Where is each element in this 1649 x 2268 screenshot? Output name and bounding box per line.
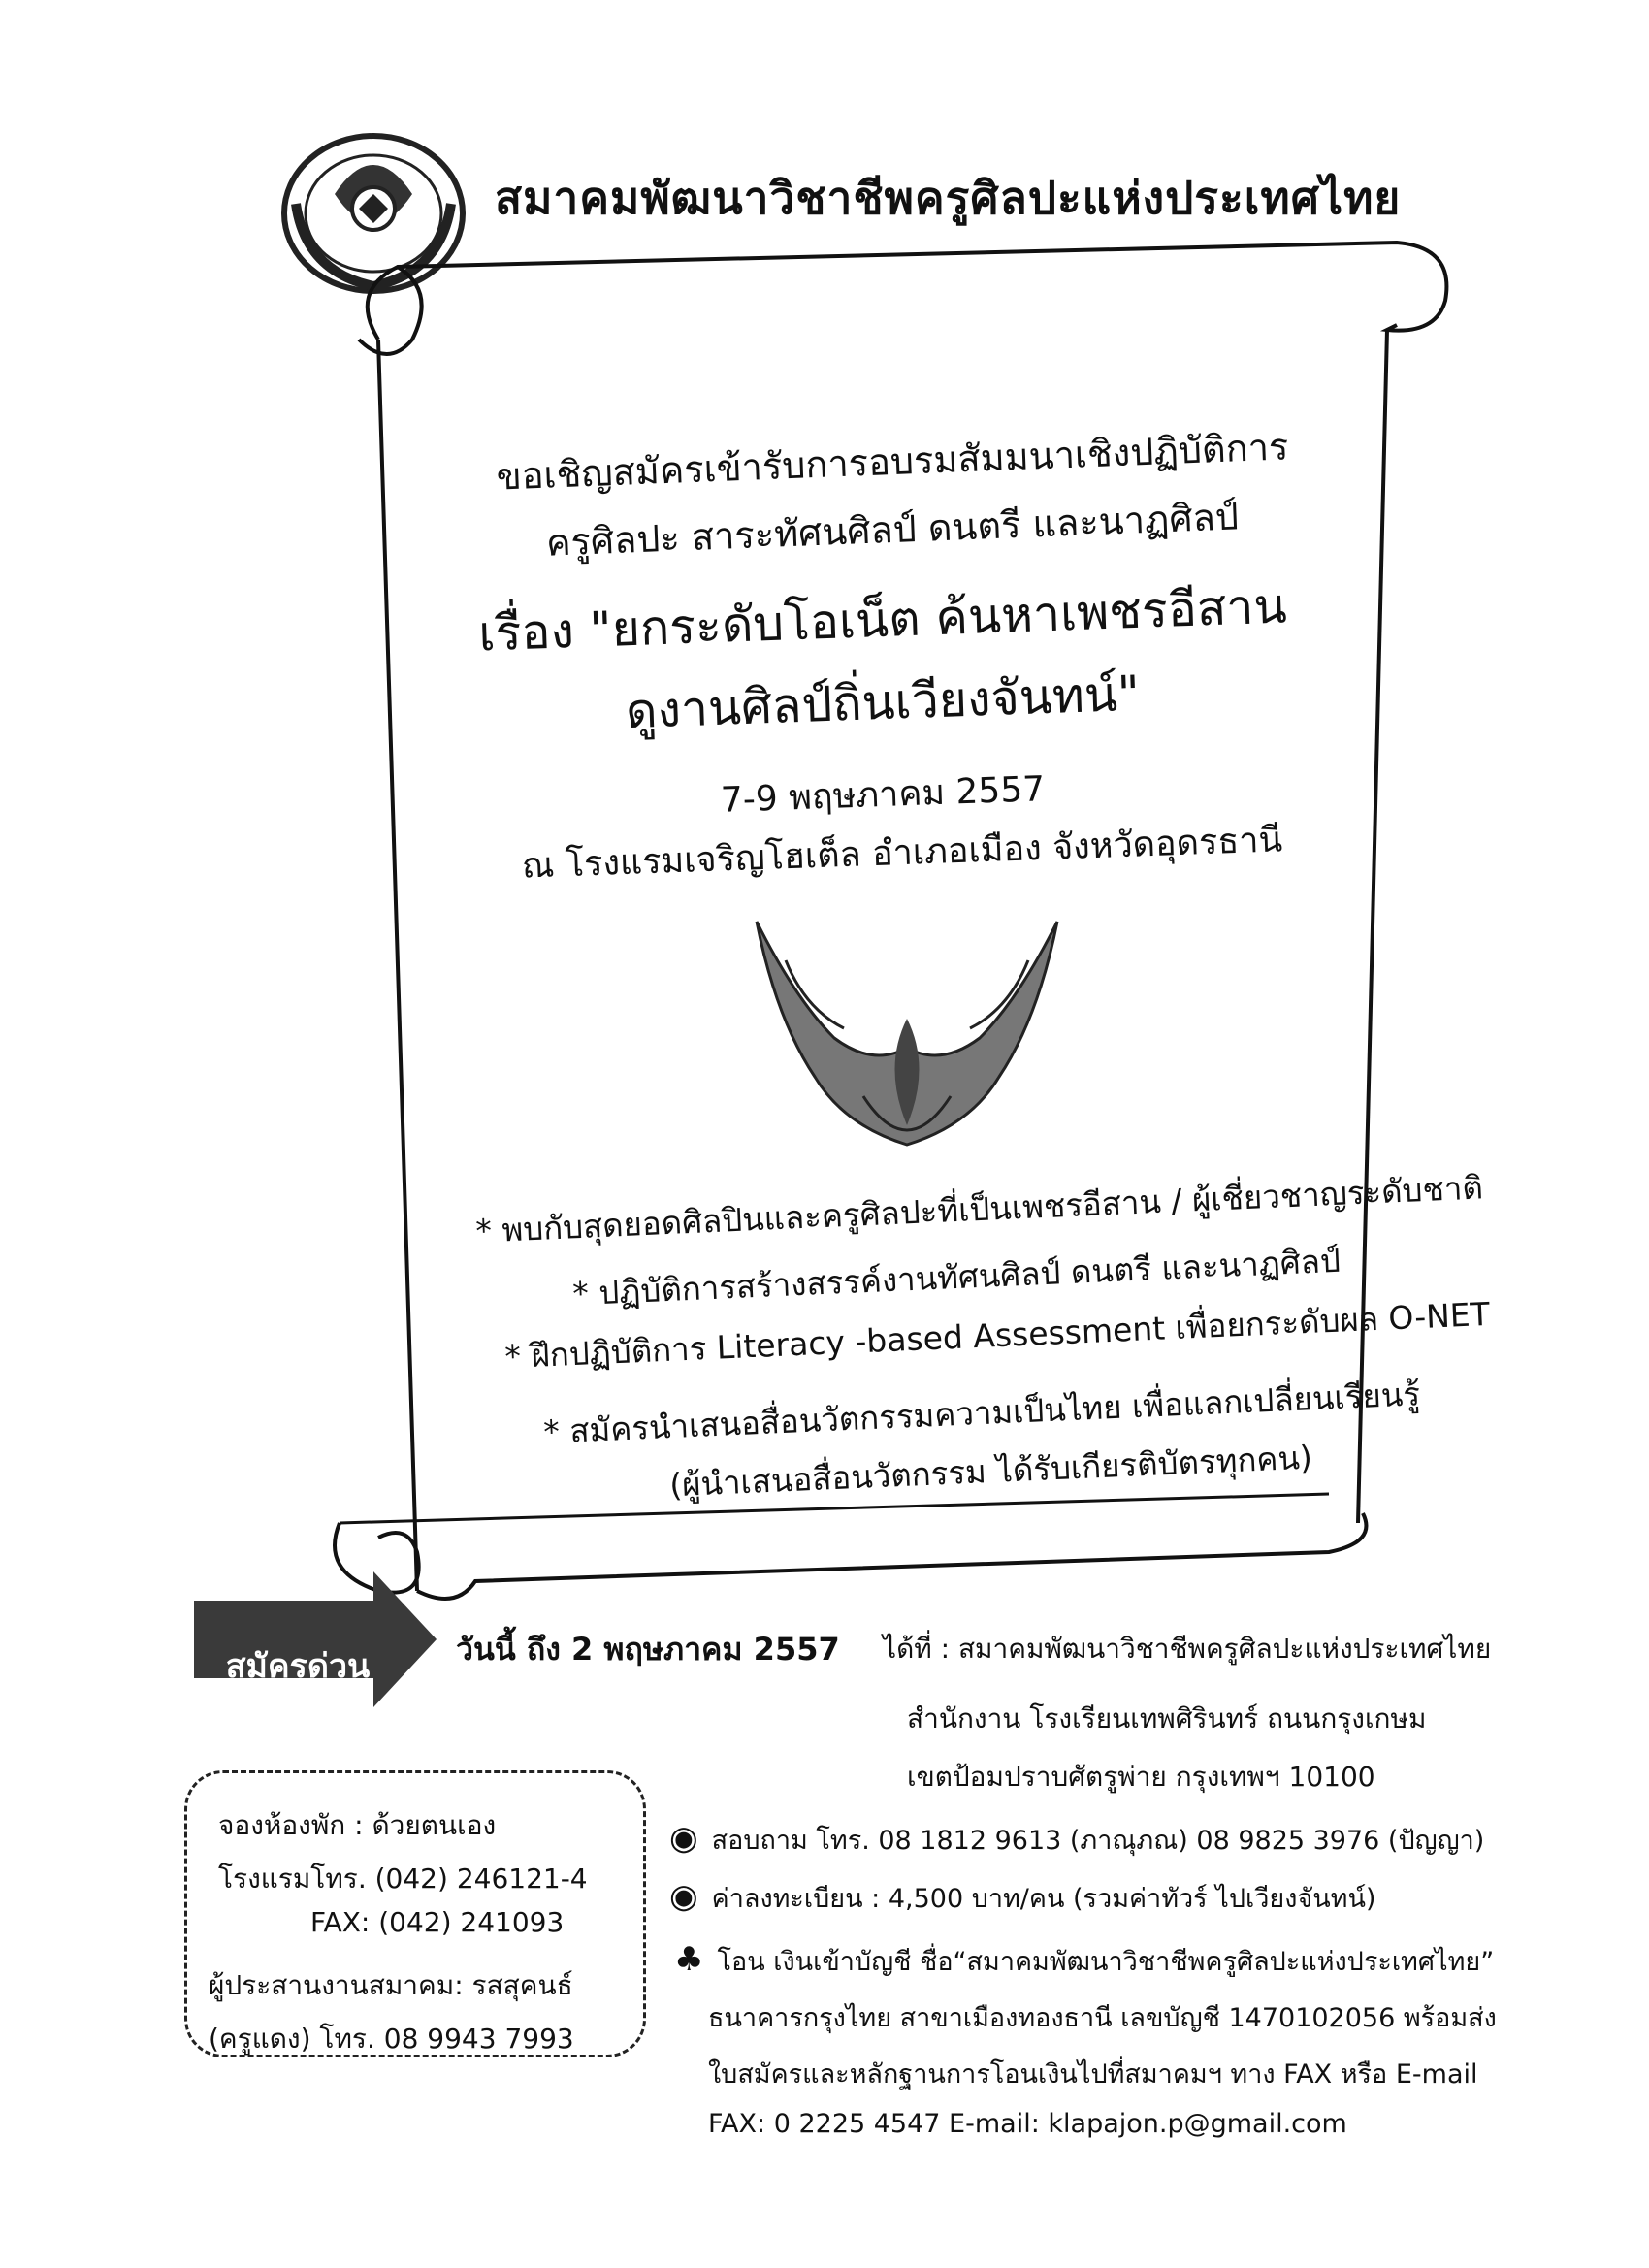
organization-title: สมาคมพัฒนาวิชาชีพครูศิลปะแห่งประเทศไทย [495,172,1402,224]
fee-text: ค่าลงทะเบียน : 4,500 บาท/คน (รวมค่าทัวร์ ไปเวียงจันทน์) [711,1884,1376,1914]
room-booking-line-1: จองห้องพัก : ด้วยตนเอง [218,1809,497,1841]
contact-text: สอบถาม โทร. 08 1812 9613 (ภาณุภณ) 08 9825 3976 (ปัญญา) [711,1826,1485,1856]
target-bullet-icon: ◉ [669,1877,698,1916]
thai-flame-ornament [747,902,1067,1193]
highlight-item-3: * ฝึกปฏิบัติการ Literacy -based Assessment เพื่อยกระดับผล O-NET [503,1294,1491,1377]
room-booking-line-5: (ครูแดง) โทร. 08 9943 7993 [209,2023,574,2055]
apply-deadline: วันนี้ ถึง 2 พฤษภาคม 2557 [456,1631,840,1668]
invitation-line-2: ครูศิลปะ สาระทัศนศิลป์ ดนตรี และนาฏศิลป์ [545,495,1240,565]
highlight-item-1: * พบกับสุดยอดศิลปินและครูศิลปะที่เป็นเพชรอีสาน / ผู้เชี่ยวชาญระดับชาติ [474,1168,1484,1250]
highlight-item-5: (ผู้นำเสนอสื่อนวัตกรรม ได้รับเกียรติบัตรทุกคน) [668,1438,1313,1505]
fee-info [669,1877,1375,1919]
club-icon: ♣ [674,1940,704,1979]
room-booking-line-4: ผู้ประสานงานสมาคม: รสสุคนธ์ [209,1969,573,2001]
event-venue: ณ โรงแรมเจริญโฮเต็ล อำเภอเมือง จังหวัดอุดรธานี [521,820,1283,887]
highlight-item-4: * สมัครนำเสนอสื่อนวัตกรรมความเป็นไทย เพื่อแลกเปลี่ยนเรียนรู้ [542,1375,1421,1451]
fax-email-line: FAX: 0 2225 4547 E-mail: klapajon.p@gmail.com [708,2109,1347,2139]
target-bullet-icon: ◉ [669,1819,698,1858]
apply-now-label: สมัครด่วน [225,1647,371,1686]
transfer-info-line-2: ธนาคารกรุงไทย สาขาเมืองทองธานี เลขบัญชี 1470102056 พร้อมส่ง [708,2003,1497,2033]
topic-line-1: เรื่อง "ยกระดับโอเน็ต ค้นหาเพชรอีสาน [477,577,1288,663]
room-booking-line-3: FAX: (042) 241093 [310,1906,565,1938]
apply-address-line-3: เขตป้อมปราบศัตรูพ่าย กรุงเทพฯ 10100 [907,1761,1375,1793]
highlight-item-2: * ปฏิบัติการสร้างสรรค์งานทัศนศิลป์ ดนตรี และนาฏศิลป์ [571,1241,1342,1313]
topic-line-2: ดูงานศิลป์ถิ่นเวียงจันทน์" [625,664,1141,740]
contact-info [669,1819,1484,1861]
transfer-info-line-3: ใบสมัครและหลักฐานการโอนเงินไปที่สมาคมฯ ทาง FAX หรือ E-mail [708,2059,1478,2090]
event-date: 7-9 พฤษภาคม 2557 [720,769,1046,821]
apply-address-line-2: สำนักงาน โรงเรียนเทพศิรินทร์ ถนนกรุงเกษม [907,1702,1427,1734]
transfer-info-line-1 [674,1940,1494,1982]
transfer-text-1: โอน เงินเข้าบัญชี ชื่อ“สมาคมพัฒนาวิชาชีพครูศิลปะแห่งประเทศไทย” [717,1947,1495,1977]
apply-address-line-1: ได้ที่ : สมาคมพัฒนาวิชาชีพครูศิลปะแห่งประเทศไทย [883,1633,1492,1665]
invitation-line-1: ขอเชิญสมัครเข้ารับการอบรมสัมมนาเชิงปฏิบัติการ [495,425,1290,499]
room-booking-line-2: โรงแรมโทร. (042) 246121-4 [218,1863,588,1895]
